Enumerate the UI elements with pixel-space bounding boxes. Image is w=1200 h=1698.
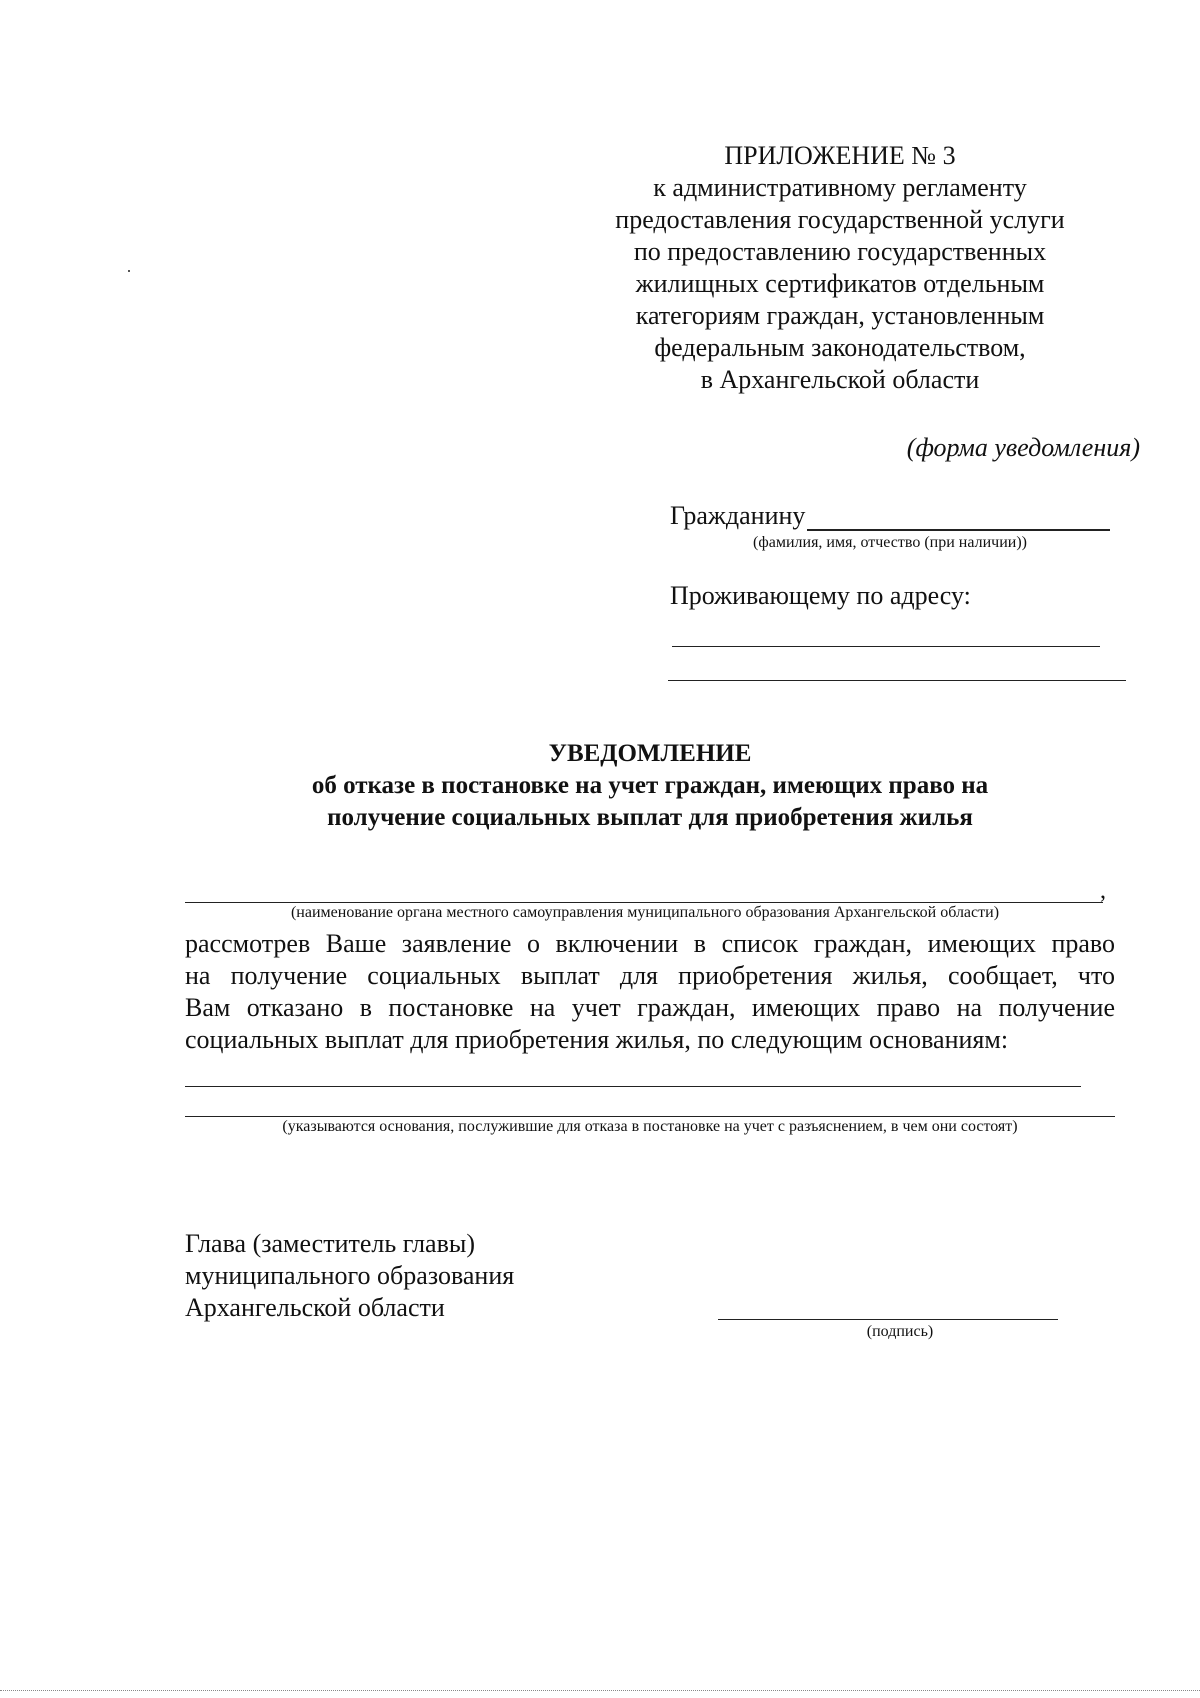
citizen-label: Гражданину [670, 501, 806, 530]
notice-subtitle-line: получение социальных выплат для приобретения жилья [327, 804, 973, 831]
address-line-2[interactable] [668, 680, 1126, 681]
signature-hint: (подпись) [866, 1323, 934, 1340]
citizen-row [670, 497, 1110, 531]
citizen-name-hint: (фамилия, имя, отчество (при наличии)) [753, 534, 1027, 551]
notice-title: УВЕДОМЛЕНИЕ [548, 740, 752, 767]
notice-subtitle-line: об отказе в постановке на учет граждан, имеющих право на [311, 772, 989, 799]
addressee-block [670, 497, 1110, 531]
appendix-line: категориям граждан, установленным [635, 301, 1045, 330]
signer-block [185, 1228, 514, 1324]
appendix-title: ПРИЛОЖЕНИЕ № 3 [724, 141, 956, 170]
appendix-line: по предоставлению государственных [633, 237, 1047, 266]
organ-line-comma: , [1100, 878, 1106, 904]
notice-body [185, 928, 1115, 1056]
appendix-line: к административному регламенту [653, 173, 1027, 202]
address-label: Проживающему по адресу: [670, 581, 971, 610]
signature-line[interactable] [718, 1319, 1058, 1320]
address-line-1[interactable] [672, 646, 1100, 647]
body-line: рассмотрев Ваше заявление о включении в список граждан, имеющих право [185, 929, 1115, 958]
organ-name-hint: (наименование органа местного самоуправления муниципального образования Архангельской области) [290, 904, 1000, 921]
appendix-line: жилищных сертификатов отдельным [635, 269, 1045, 298]
body-line: на получение социальных выплат для приобретения жилья, сообщает, что [185, 961, 1115, 990]
form-type-note: (форма уведомления) [906, 433, 1140, 462]
scan-speck [128, 270, 130, 272]
appendix-line: федеральным законодательством, [654, 333, 1026, 362]
appendix-line: предоставления государственной услуги [615, 205, 1065, 234]
appendix-line: в Архангельской области [700, 365, 980, 394]
body-line: Вам отказано в постановке на учет граждан, имеющих право на получение [185, 993, 1115, 1022]
signer-line: муниципального образования [185, 1261, 515, 1290]
citizen-name-field[interactable] [807, 503, 1110, 531]
scan-bottom-edge [0, 1690, 1200, 1691]
signer-line: Глава (заместитель главы) [185, 1229, 475, 1258]
body-line: социальных выплат для приобретения жилья, по следующим основаниям: [185, 1025, 1009, 1054]
appendix-header [560, 140, 1120, 396]
notice-heading [220, 738, 1080, 834]
reasons-line-1[interactable] [185, 1086, 1081, 1087]
signer-line: Архангельской области [185, 1293, 445, 1322]
reasons-hint: (указываются основания, послужившие для отказа в постановке на учет с разъяснением, в чем они состоят) [282, 1118, 1018, 1135]
